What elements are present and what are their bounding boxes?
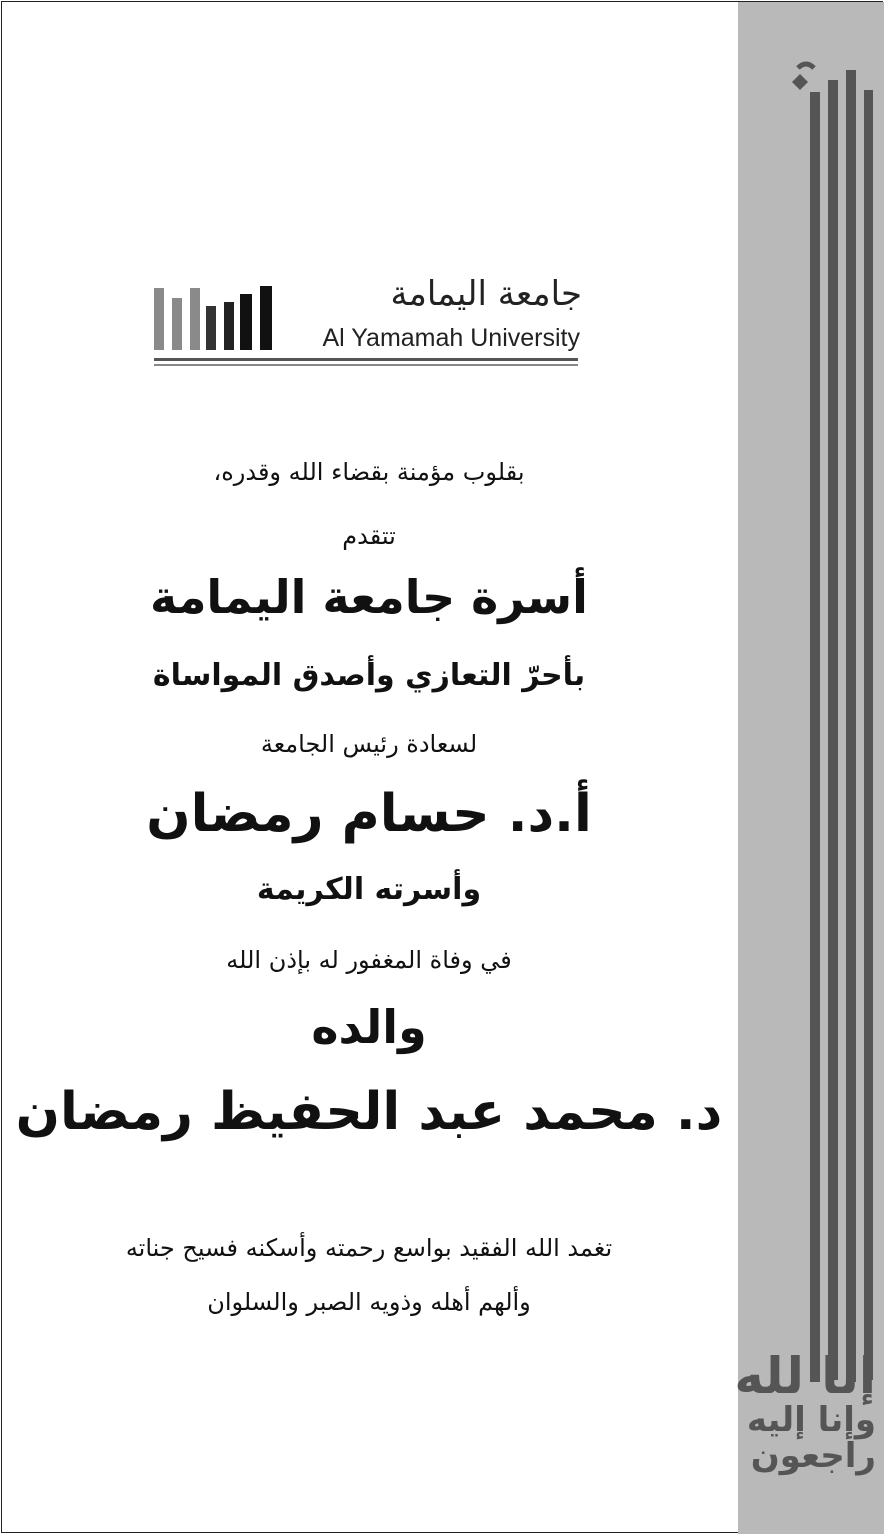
notice-line-6: أ.د. حسام رمضان (146, 784, 592, 844)
notice-line-1: بقلوب مؤمنة بقضاء الله وقدره، (213, 458, 525, 486)
prayer-line-1: تغمد الله الفقيد بواسع رحمته وأسكنه فسيح جناته (125, 1234, 613, 1262)
notice-line-8: في وفاة المغفور له بإذن الله (226, 946, 512, 974)
calligraphy-strokes (734, 2, 884, 1534)
logo-english-name: Al Yamamah University (322, 324, 580, 352)
verse-line-2: وإنا إليه (746, 1400, 876, 1440)
notice-line-5: لسعادة رئيس الجامعة (260, 730, 478, 758)
notice-line-4: بأحرّ التعازي وأصدق المواساة (152, 658, 586, 693)
prayer-line-2: وألهم أهله وذويه الصبر والسلوان (207, 1288, 531, 1316)
side-panel (734, 2, 884, 1534)
university-logo (152, 274, 582, 376)
notice-line-2: تتقدم (342, 522, 396, 550)
verse-line-3: راجعون (750, 1436, 876, 1476)
notice-line-9: والده (311, 1000, 427, 1054)
notice-line-10: د. محمد عبد الحفيظ رمضان (15, 1082, 723, 1142)
verse-line-1: إنا لله (734, 1347, 876, 1405)
notice-line-3: أسرة جامعة اليمامة (150, 570, 588, 624)
notice-line-7: وأسرته الكريمة (256, 872, 482, 907)
logo-arabic-name: جامعة اليمامة (390, 274, 582, 314)
